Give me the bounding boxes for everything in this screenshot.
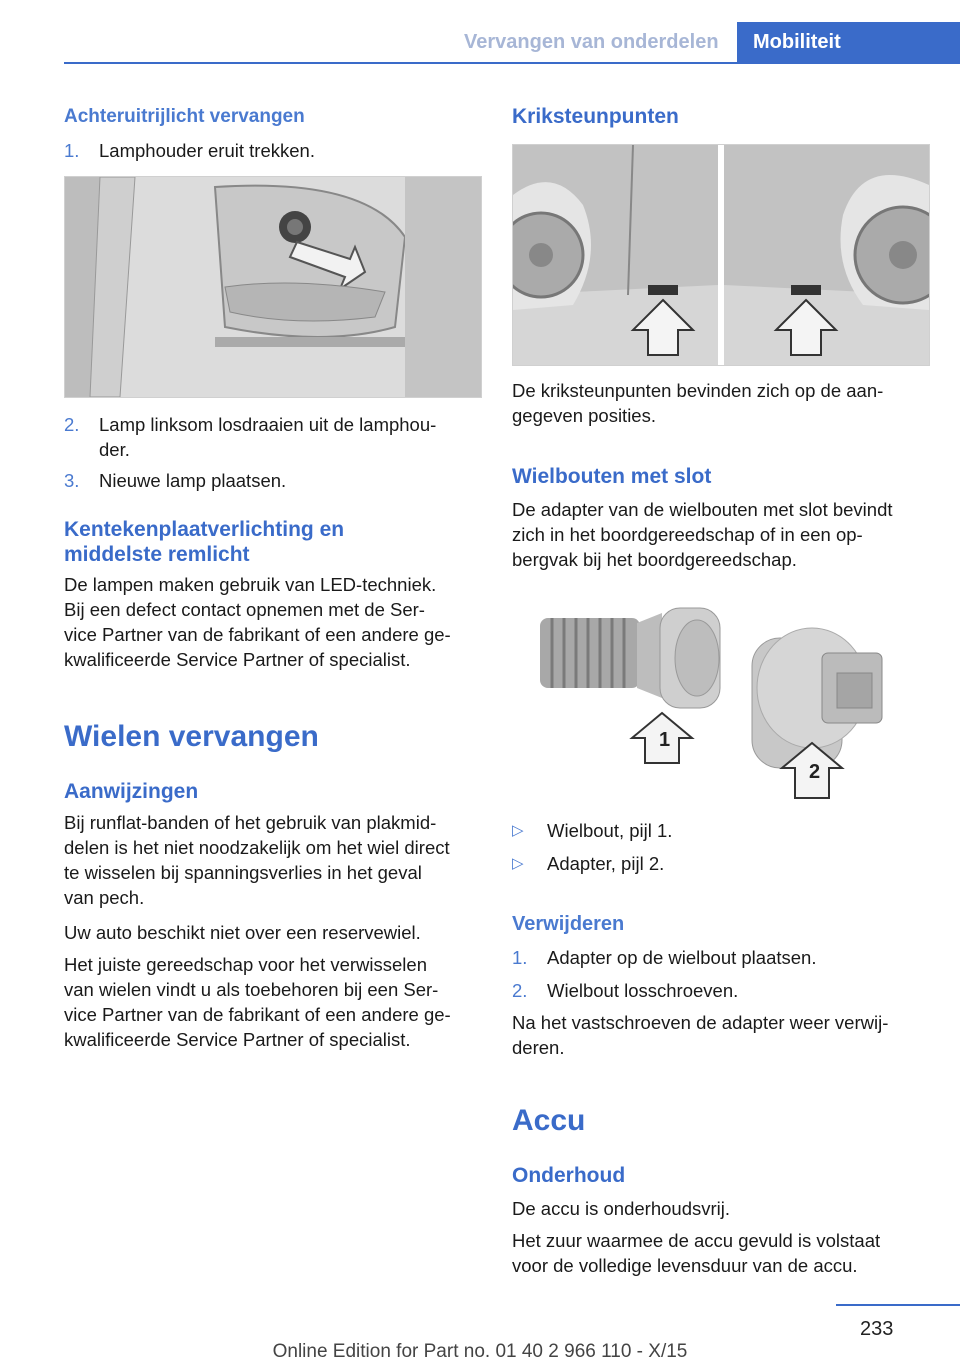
footer-edition: Online Edition for Part no. 01 40 2 966 110 - X/15 — [272, 1341, 688, 1362]
subheading-reverse-light: Achteruitrijlicht vervangen — [64, 106, 305, 127]
paragraph-plate-light: De lampen maken gebruik van LED-techniek. Bij een defect contact opnemen met de Ser- vice Partner van de fabrikant of een andere ge- kwalificeerde Service Partner of specialist. — [64, 574, 451, 670]
step-number: 2. — [512, 980, 528, 1001]
heading-maintenance: Onderhoud — [512, 1164, 626, 1187]
running-header-section: Vervangen van onderdelen — [464, 31, 719, 53]
step-text: Adapter op de wielbout plaatsen. — [547, 947, 817, 968]
heading-wheels: Wielen vervangen — [64, 720, 319, 753]
reverse-light-figure — [64, 176, 482, 398]
step-text: Lamphouder eruit trekken. — [99, 140, 315, 161]
bullet-item — [512, 851, 930, 876]
list-item — [64, 468, 482, 493]
bullet-item — [512, 818, 930, 843]
step-number: 3. — [64, 470, 80, 491]
wheel-bolt-figure — [512, 598, 928, 808]
heading-locking-bolts: Wielbouten met slot — [512, 465, 712, 488]
list-item — [64, 412, 482, 462]
step-text: Wielbout losschroeven. — [547, 980, 739, 1001]
page-number-rule — [836, 1304, 960, 1306]
step-number: 1. — [64, 140, 80, 161]
heading-notes: Aanwijzingen — [64, 780, 199, 803]
figure-label-1: 1 — [659, 729, 671, 751]
paragraph-notes-spare: Uw auto beschikt niet over een reservewiel. — [64, 922, 421, 943]
figure-label-2: 2 — [809, 761, 821, 783]
bullet-text: Adapter, pijl 2. — [547, 853, 665, 874]
paragraph-notes-runflat: Bij runflat-banden of het gebruik van plakmid- delen is het niet noodzakelijk om het wiel direct te wisselen bij spanningsverlies in het geval van pech. — [64, 812, 450, 908]
chapter-tab[interactable]: Mobiliteit — [737, 22, 960, 64]
subheading-remove: Verwijderen — [512, 913, 625, 935]
step-number: 1. — [512, 947, 528, 968]
bullet-text: Wielbout, pijl 1. — [547, 820, 673, 841]
paragraph-maintenance-free: De accu is onderhoudsvrij. — [512, 1198, 730, 1219]
page-number: 233 — [860, 1318, 894, 1340]
step-number: 2. — [64, 414, 80, 435]
jack-points-figure — [512, 144, 930, 366]
paragraph-jack-points: De kriksteunpunten bevinden zich op de aan- gegeven posities. — [512, 380, 884, 426]
step-text: Nieuwe lamp plaatsen. — [99, 470, 287, 491]
bullet-icon: ▷ — [512, 822, 524, 839]
list-item — [64, 138, 482, 163]
heading-plate-light: Kentekenplaatverlichting en middelste remlicht — [64, 518, 345, 566]
heading-jack-points: Kriksteunpunten — [512, 105, 679, 128]
bullet-icon: ▷ — [512, 855, 524, 872]
header-rule — [64, 62, 960, 64]
paragraph-locking-bolts: De adapter van de wielbouten met slot bevindt zich in het boordgereedschap of in een op- bergvak bij het boordgereedschap. — [512, 499, 893, 570]
list-item — [512, 978, 930, 1003]
paragraph-battery-acid: Het zuur waarmee de accu gevuld is volstaat voor de volledige levensduur van de accu. — [512, 1230, 881, 1276]
paragraph-notes-tools: Het juiste gereedschap voor het verwisselen van wielen vindt u als toebehoren bij een Ser- vice Partner van de fabrikant of een andere ge- kwalificeerde Service Partner of specialist. — [64, 954, 451, 1050]
paragraph-remove: Na het vastschroeven de adapter weer verwij- deren. — [512, 1012, 889, 1058]
list-item — [512, 945, 930, 970]
step-text: Lamp linksom losdraaien uit de lamphou- der. — [99, 414, 437, 460]
heading-battery: Accu — [512, 1104, 586, 1137]
